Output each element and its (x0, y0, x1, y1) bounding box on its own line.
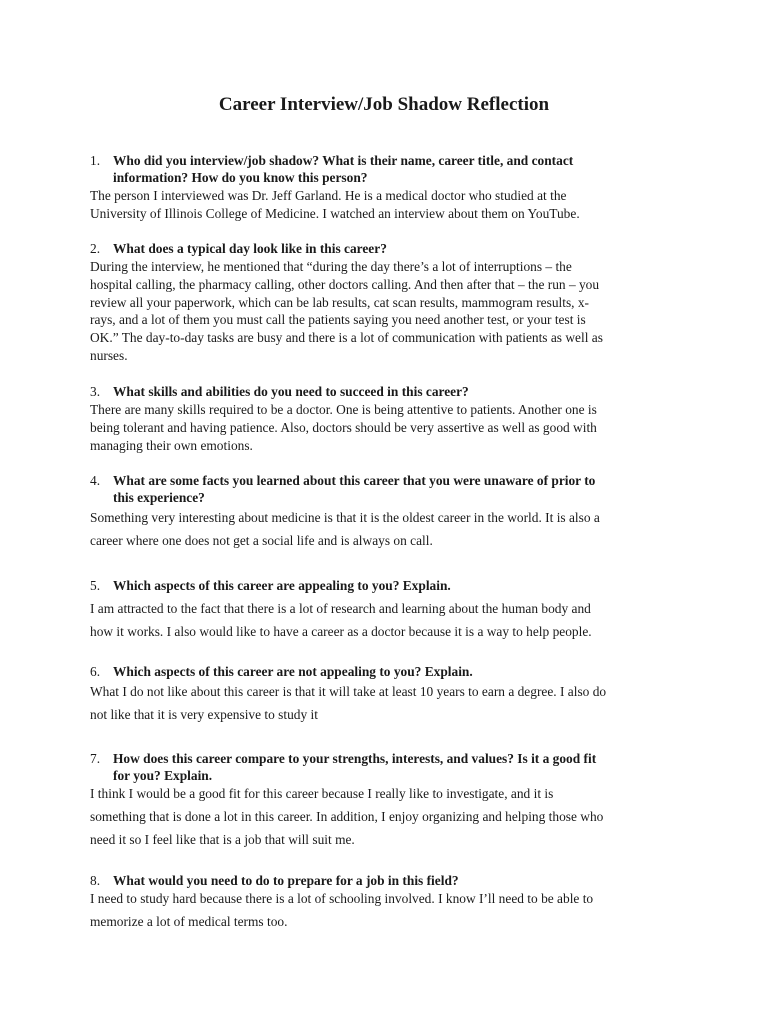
question-7 (90, 750, 690, 784)
question-text: What are some facts you learned about this career that you were unaware of prior to this experience? (113, 473, 596, 505)
question-number: 5. (90, 578, 101, 593)
question-text: Who did you interview/job shadow? What is their name, career title, and contact information? How do you know this person? (113, 153, 574, 185)
question-text: What skills and abilities do you need to succeed in this career? (113, 384, 469, 399)
question-number: 4. (90, 473, 101, 488)
question-text: Which aspects of this career are not appealing to you? Explain. (113, 664, 473, 679)
question-number: 3. (90, 384, 101, 399)
question-2 (90, 240, 690, 257)
question-6 (90, 663, 690, 680)
question-3 (90, 383, 690, 400)
question-text: What would you need to do to prepare for a job in this field? (113, 873, 459, 888)
answer-7: I think I would be a good fit for this career because I really like to investigate, and it is something that is done a lot in this career. In addition, I enjoy organizing and helping those who need it so I feel like that is a job that will suit me. (90, 786, 604, 847)
question-4 (90, 472, 690, 506)
answer-3: There are many skills required to be a doctor. One is being attentive to patients. Another one is being tolerant and having patience. Also, doctors should be very assertive as well as good with managing their own emotions. (90, 402, 597, 453)
question-number: 6. (90, 664, 101, 679)
answer-5: I am attracted to the fact that there is a lot of research and learning about the human body and how it works. I also would like to have a career as a doctor because it is a way to help people. (90, 601, 592, 639)
page-title: Career Interview/Job Shadow Reflection (218, 94, 550, 115)
question-text: Which aspects of this career are appealing to you? Explain. (113, 578, 451, 593)
question-number: 7. (90, 751, 101, 766)
question-number: 2. (90, 241, 101, 256)
answer-6: What I do not like about this career is that it will take at least 10 years to earn a degree. I also do not like that it is very expensive to study it (90, 684, 607, 722)
question-5 (90, 577, 690, 594)
answer-4: Something very interesting about medicine is that it is the oldest career in the world. It is also a career where one does not get a social life and is always on call. (90, 510, 600, 548)
answer-8: I need to study hard because there is a lot of schooling involved. I know I’ll need to be able to memorize a lot of medical terms too. (90, 891, 594, 929)
question-text: What does a typical day look like in this career? (113, 241, 387, 256)
answer-1: The person I interviewed was Dr. Jeff Garland. He is a medical doctor who studied at the University of Illinois College of Medicine. I watched an interview about them on YouTube. (90, 188, 580, 221)
question-number: 8. (90, 873, 101, 888)
question-number: 1. (90, 153, 101, 168)
question-text: How does this career compare to your strengths, interests, and values? Is it a good fit for you? Explain. (113, 751, 597, 783)
question-1 (90, 152, 690, 186)
answer-2: During the interview, he mentioned that “during the day there’s a lot of interruptions – the hospital calling, the pharmacy calling, other doctors calling. And then after that – the run – you review all your paperwork, which can be lab results, cat scan results, mammogram results, x- rays, and a lot of them you must call the patients saying you need another test, or your test is OK.” The day-to-day tasks are busy and there is a lot of communication with patients as well as nurses. (90, 259, 603, 363)
